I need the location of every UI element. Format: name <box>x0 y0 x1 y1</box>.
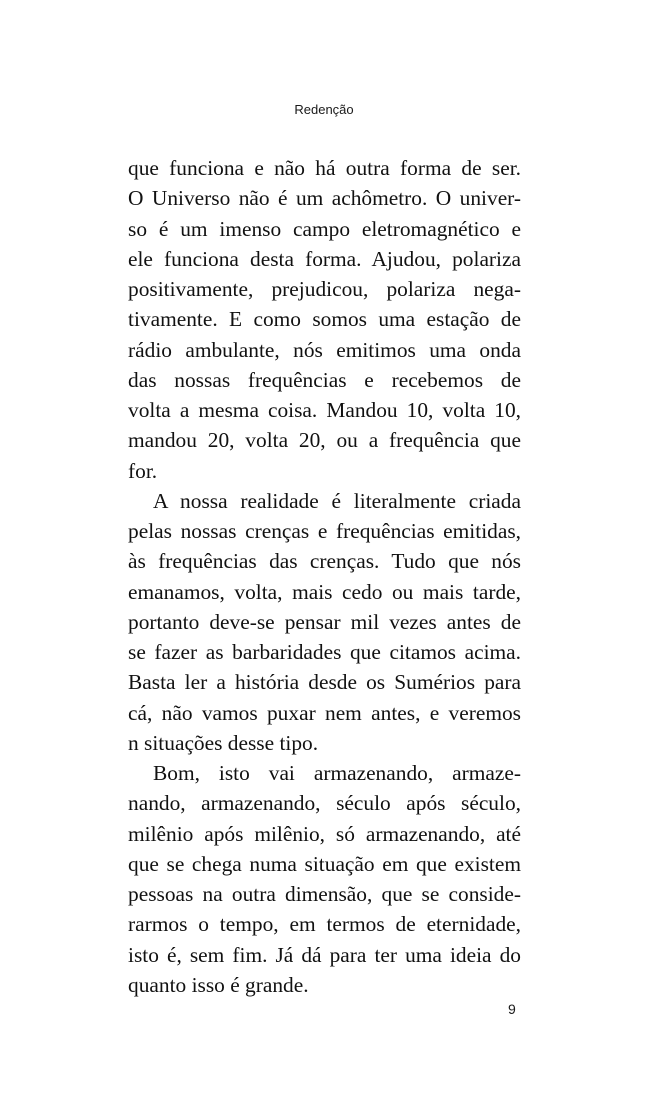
text-line: rarmos o tempo, em termos de eternidade, <box>128 912 521 937</box>
text-line: milênio após milênio, só armazenando, até <box>128 821 521 846</box>
running-head: Redenção <box>294 102 354 117</box>
text-line: que funciona e não há outra forma de ser. <box>128 156 521 180</box>
paragraph <box>128 486 521 758</box>
text-line: rádio ambulante, nós emitimos uma onda <box>128 337 521 362</box>
text-line: nando, armazenando, século após século, <box>128 791 521 816</box>
text-line: n situações desse tipo. <box>128 730 319 755</box>
paragraph <box>128 153 521 486</box>
text-line: Basta ler a história desde os Sumérios para <box>128 670 521 695</box>
text-line: O Universo não é um achômetro. O univer- <box>128 186 521 211</box>
text-line: pelas nossas crenças e frequências emitidas, <box>128 519 521 543</box>
text-line: isto é, sem fim. Já dá para ter uma ideia do <box>128 942 521 967</box>
text-line: mandou 20, volta 20, ou a frequência que <box>128 428 521 453</box>
text-line: tivamente. E como somos uma estação de <box>128 307 521 332</box>
text-line: que se chega numa situação em que existem <box>128 851 521 876</box>
text-line: A nossa realidade é literalmente criada <box>153 488 521 513</box>
text-line: so é um imenso campo eletromagnético e <box>128 216 521 241</box>
text-line: das nossas frequências e recebemos de <box>128 367 521 392</box>
text-line: emanamos, volta, mais cedo ou mais tarde, <box>128 579 521 604</box>
text-line: volta a mesma coisa. Mandou 10, volta 10, <box>128 398 521 422</box>
text-line: cá, não vamos puxar nem antes, e veremos <box>128 700 521 725</box>
text-line: se fazer as barbaridades que citamos acima. <box>128 640 521 664</box>
text-line: pessoas na outra dimensão, que se conside- <box>128 882 521 906</box>
page-number: 9 <box>508 1001 516 1017</box>
text-line: Bom, isto vai armazenando, armaze- <box>153 761 521 785</box>
text-line: quanto isso é grande. <box>128 972 309 997</box>
paragraph <box>128 758 521 1000</box>
text-line: positivamente, prejudicou, polariza nega- <box>128 277 521 301</box>
text-line: ele funciona desta forma. Ajudou, polariza <box>128 246 521 271</box>
body-text <box>128 153 521 1000</box>
text-line: portanto deve-se pensar mil vezes antes de <box>128 609 521 634</box>
text-line: às frequências das crenças. Tudo que nós <box>128 549 521 574</box>
text-line: for. <box>128 458 158 483</box>
